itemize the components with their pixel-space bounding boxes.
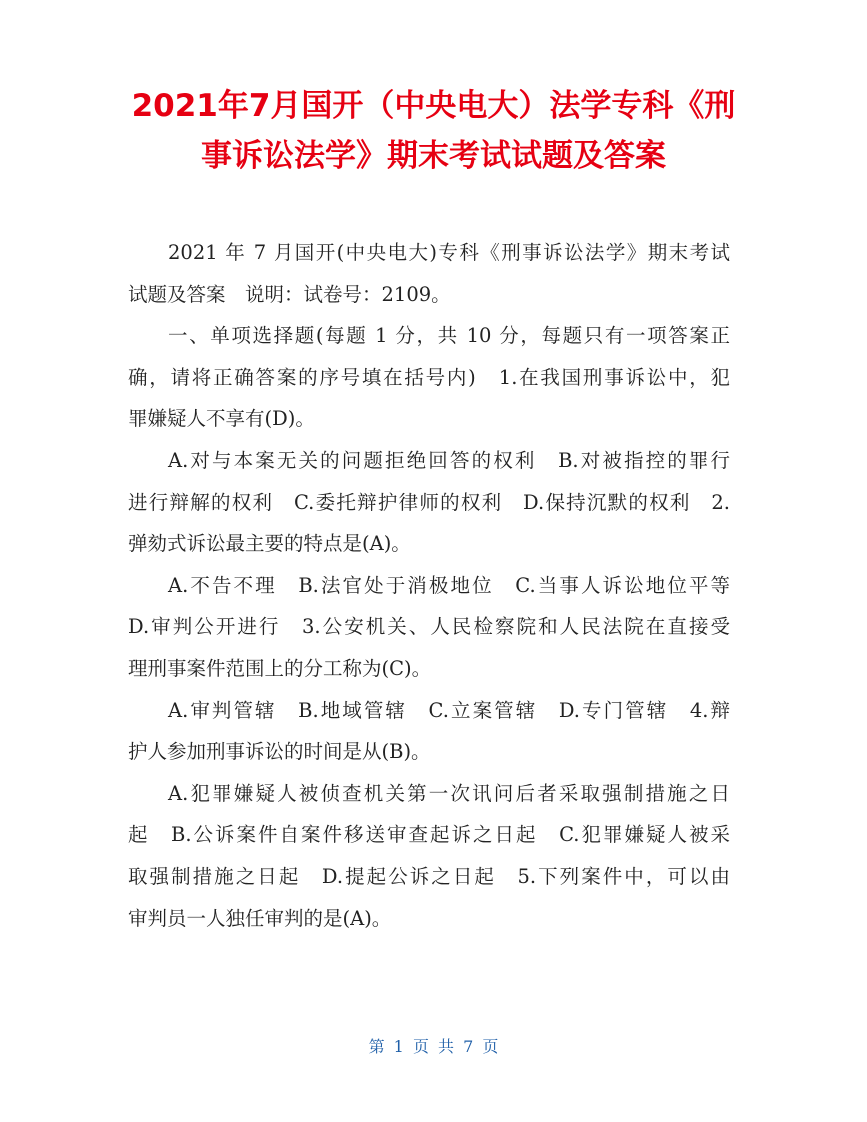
page-number-footer: 第 1 页 共 7 页 — [368, 1037, 499, 1056]
text-line: 审判员一人独任审判的是(A)。 — [128, 906, 392, 930]
text-line: 起 B.公诉案件自案件移送审查起诉之日起 C.犯罪嫌疑人被采 — [128, 823, 730, 847]
text-line: 2021 年 7 月国开(中央电大)专科《刑事诉讼法学》期末考试 — [168, 241, 730, 264]
text-line: D.审判公开进行 3.公安机关、人民检察院和人民法院在直接受 — [128, 615, 730, 639]
text-line: 一、单项选择题(每题 1 分，共 10 分，每题只有一项答案正 — [168, 324, 730, 348]
text-line: A.不告不理 B.法官处于消极地位 C.当事人诉讼地位平等 — [168, 573, 730, 597]
text-line: A.对与本案无关的问题拒绝回答的权利 B.对被指控的罪行 — [168, 448, 730, 472]
text-line: 弹劾式诉讼最主要的特点是(A)。 — [128, 532, 411, 556]
text-line: 罪嫌疑人不享有(D)。 — [128, 407, 315, 431]
text-line: 试题及答案 说明：试卷号：2109。 — [128, 282, 451, 306]
document-body — [128, 232, 730, 939]
text-line: 进行辩解的权利 C.委托辩护律师的权利 D.保持沉默的权利 2. — [128, 490, 730, 514]
text-line: 取强制措施之日起 D.提起公诉之日起 5.下列案件中，可以由 — [128, 864, 730, 888]
text-line: 确，请将正确答案的序号填在括号内) 1.在我国刑事诉讼中，犯 — [128, 365, 730, 389]
document-title-line-2: 事诉讼法学》期末考试试题及答案 — [201, 138, 666, 174]
text-line: 理刑事案件范围上的分工称为(C)。 — [128, 656, 432, 680]
text-line: A.犯罪嫌疑人被侦查机关第一次讯问后者采取强制措施之日 — [168, 781, 730, 805]
text-line: A.审判管辖 B.地域管辖 C.立案管辖 D.专门管辖 4.辩 — [168, 698, 730, 722]
document-title-line-1: 2021年7月国开（中央电大）法学专科《刑 — [131, 88, 736, 124]
text-line: 护人参加刑事诉讼的时间是从(B)。 — [128, 740, 431, 764]
